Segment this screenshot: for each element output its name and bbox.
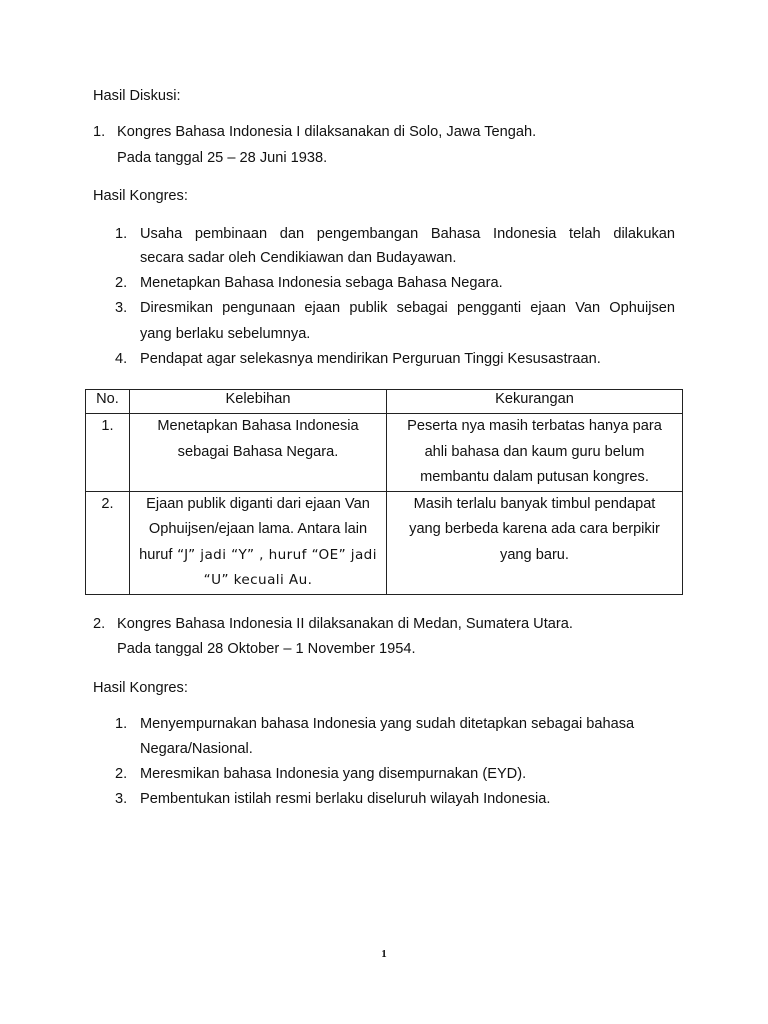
table-row	[86, 414, 683, 492]
cell-line: “U” kecuali Au.	[203, 572, 313, 588]
cell-kekurangan	[387, 414, 683, 492]
list-item-number: 4.	[115, 351, 128, 367]
list-item-text: Usaha pembinaan dan pengembangan Bahasa Indonesia telah dilakukan	[140, 226, 675, 242]
comparison-table	[85, 389, 683, 595]
section-1-number: 1.	[93, 124, 106, 140]
row-number: 1.	[101, 418, 114, 434]
cell-line: Peserta nya masih terbatas hanya para	[407, 418, 662, 434]
list-item-number: 3.	[115, 300, 128, 316]
page-number: 1	[381, 948, 387, 960]
cell-text-fragment: “J” jadi “Y” , huruf “OE” jadi	[172, 546, 377, 563]
list-item-text: Pendapat agar selekasnya mendirikan Perguruan Tinggi Kesusastraan.	[140, 351, 601, 367]
cell-line: yang berbeda karena ada cara berpikir	[409, 521, 660, 537]
cell-kekurangan	[387, 491, 683, 594]
cell-kelebihan	[130, 414, 387, 492]
list-item-number: 1.	[115, 716, 128, 732]
cell-line: Ophuijsen/ejaan lama. Antara lain	[148, 521, 368, 537]
list-item-number: 3.	[115, 791, 128, 807]
cell-line: Masih terlalu banyak timbul pendapat	[413, 495, 656, 512]
cell-line: ahli bahasa dan kaum guru belum	[424, 443, 645, 460]
page-heading: Hasil Diskusi:	[93, 88, 181, 104]
cell-line: yang baru.	[500, 546, 569, 563]
cell-line	[134, 543, 382, 569]
cell-kelebihan	[130, 491, 387, 594]
header-no: No.	[86, 390, 130, 414]
list-item-text: Negara/Nasional.	[140, 741, 253, 757]
section-2-title: Kongres Bahasa Indonesia II dilaksanakan di Medan, Sumatera Utara.	[117, 616, 573, 632]
section-1-line-1	[93, 124, 536, 140]
list-item-number: 1.	[115, 226, 128, 242]
section-1-date: Pada tanggal 25 – 28 Juni 1938.	[117, 150, 328, 166]
list-item-text: Diresmikan pengunaan ejaan publik sebagai pengganti ejaan Van Ophuijsen	[140, 300, 675, 316]
list-item-text: yang berlaku sebelumnya.	[140, 326, 311, 342]
cell-line: Menetapkan Bahasa Indonesia	[157, 418, 359, 434]
cell-line: membantu dalam putusan kongres.	[420, 469, 649, 485]
table-header-row	[86, 390, 683, 414]
header-kekurangan: Kekurangan	[387, 390, 683, 414]
section-1-title: Kongres Bahasa Indonesia I dilaksanakan di Solo, Jawa Tengah.	[117, 124, 537, 140]
row-number: 2.	[101, 495, 114, 512]
header-kelebihan: Kelebihan	[130, 390, 387, 414]
list-item-text: secara sadar oleh Cendikiawan dan Budayawan.	[140, 250, 457, 266]
list-item-text: Menetapkan Bahasa Indonesia sebaga Bahasa Negara.	[140, 275, 503, 291]
list-item-number: 2.	[115, 766, 128, 782]
section-2-number: 2.	[93, 616, 106, 632]
cell-word: huruf	[139, 546, 173, 563]
list-item-number: 2.	[115, 275, 128, 291]
list-item-text: Meresmikan bahasa Indonesia yang disempurnakan (EYD).	[140, 766, 527, 782]
cell-line: sebagai Bahasa Negara.	[177, 443, 339, 460]
section-2-line-1	[93, 616, 573, 632]
cell-line: Ejaan publik diganti dari ejaan Van	[146, 495, 370, 512]
section-2-results-heading: Hasil Kongres:	[93, 680, 188, 696]
section-2-date: Pada tanggal 28 Oktober – 1 November 1954.	[117, 641, 416, 657]
section-1-results-heading: Hasil Kongres:	[93, 188, 188, 204]
table-row	[86, 491, 683, 594]
list-item-text: Pembentukan istilah resmi berlaku diseluruh wilayah Indonesia.	[140, 791, 551, 807]
list-item-text: Menyempurnakan bahasa Indonesia yang sudah ditetapkan sebagai bahasa	[140, 716, 635, 732]
